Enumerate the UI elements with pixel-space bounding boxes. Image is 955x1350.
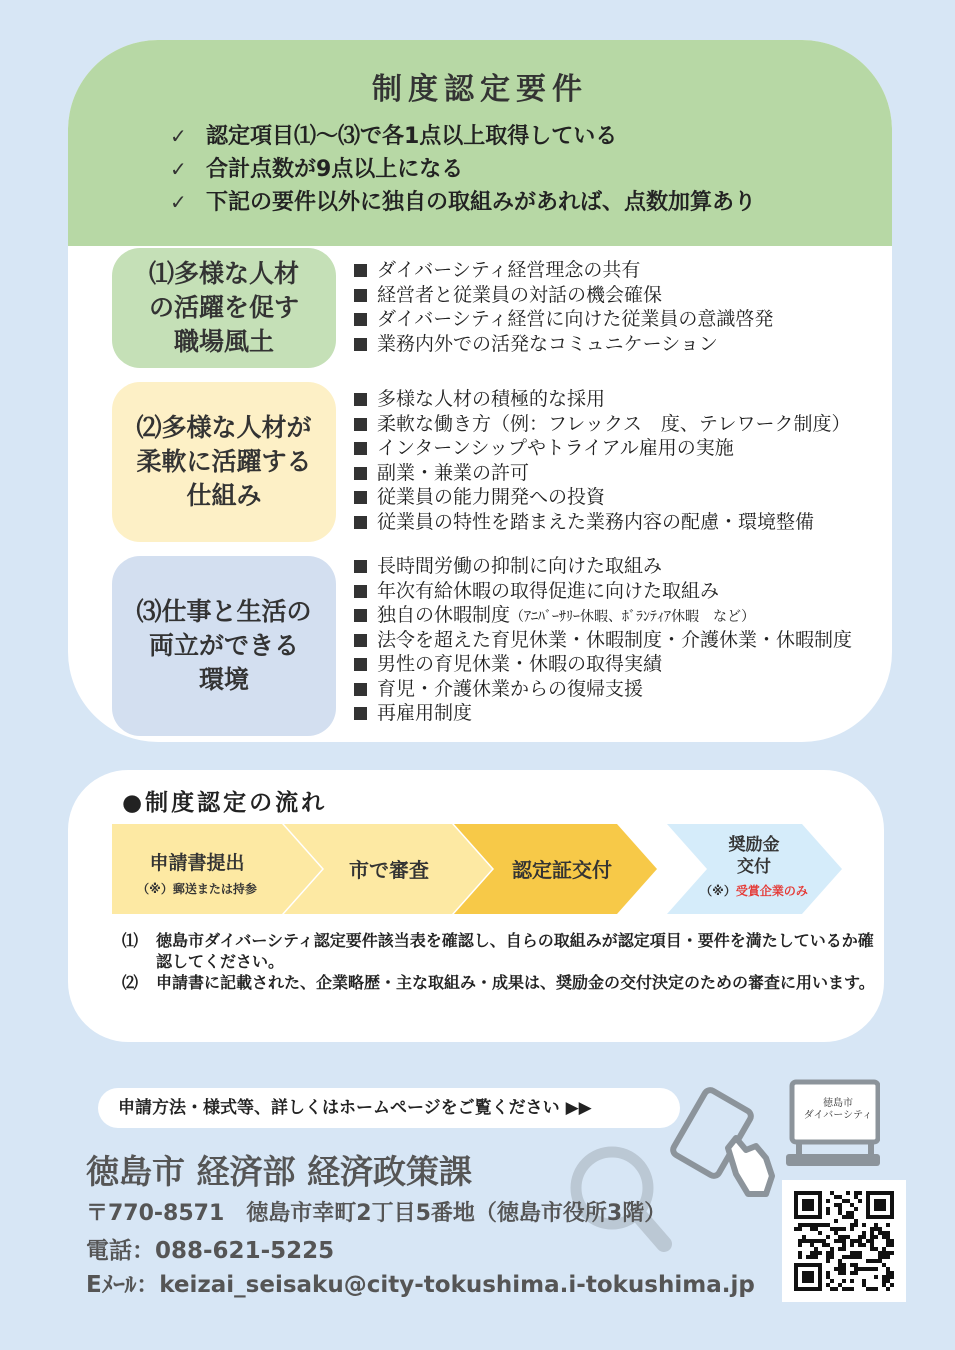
requirements-checklist: [170, 120, 756, 219]
square-bullet-icon: [354, 264, 367, 277]
monitor-icon: [786, 1082, 880, 1166]
list-item: ダイバーシティ経営理念の共有: [354, 258, 773, 283]
square-bullet-icon: [354, 560, 367, 573]
flow-notes: [122, 930, 876, 993]
flow-step-1-label: 申請書提出: [149, 852, 245, 874]
square-bullet-icon: [354, 634, 367, 647]
square-bullet-icon: [354, 609, 367, 622]
square-bullet-icon: [354, 313, 367, 326]
address: 〒770-8571 徳島市幸町2丁目5番地（徳島市役所3階）: [86, 1201, 667, 1226]
list-item: 男性の育児休業・休暇の取得実績: [354, 652, 852, 677]
square-bullet-icon: [354, 658, 367, 671]
category-1-items: [354, 258, 773, 356]
requirements-card: [68, 40, 892, 742]
flow-title: ●制度認定の流れ: [122, 790, 328, 816]
category-3-label: ⑶仕事と生活の 両立ができる 環境: [112, 556, 336, 736]
list-item: 再雇用制度: [354, 701, 852, 726]
flow-card: [68, 770, 884, 1042]
check-icon: ✓: [170, 157, 187, 181]
square-bullet-icon: [354, 289, 367, 302]
department-name: 徳島市 経済部 経済政策課: [86, 1152, 472, 1191]
square-bullet-icon: [354, 338, 367, 351]
square-bullet-icon: [354, 393, 367, 406]
list-item: 従業員の能力開発への投資: [354, 485, 850, 510]
list-item: 年次有給休暇の取得促進に向けた取組み: [354, 579, 852, 604]
square-bullet-icon: [354, 442, 367, 455]
list-item: 経営者と従業員の対話の機会確保: [354, 283, 773, 308]
qr-code[interactable]: [782, 1180, 906, 1302]
check-icon: ✓: [170, 124, 187, 148]
square-bullet-icon: [354, 683, 367, 696]
flow-step-1-note: （※）郵送または持参: [137, 882, 257, 896]
list-item: インターンシップやトライアル雇用の実施: [354, 436, 850, 461]
note-item: ⑴ 徳島市ダイバーシティ認定要件該当表を確認し、自らの取組みが認定項目・要件を満たしているか確認してください。: [122, 931, 874, 971]
list-item: 法令を超えた育児休業・休暇制度・介護休業・休暇制度: [354, 628, 852, 653]
homepage-note: 申請方法・様式等、詳しくはホームページをご覧ください ▶▶: [98, 1088, 680, 1128]
flow-step-4-label: 奨励金 交付: [728, 835, 780, 877]
requirements-title: 制度認定要件: [372, 72, 588, 107]
square-bullet-icon: [354, 707, 367, 720]
list-item: 多様な人材の積極的な採用: [354, 387, 850, 412]
check-icon: ✓: [170, 190, 187, 214]
check-item: ✓ 認定項目⑴～⑶で各1点以上取得している: [170, 120, 756, 153]
list-item: 独自の休暇制度（ｱﾆﾊﾞｰｻﾘｰ休暇、ﾎﾞﾗﾝﾃｨｱ休暇 など）: [354, 603, 852, 628]
monitor-text: 徳島市 ダイバーシティ: [803, 1098, 873, 1121]
flow-step-2-label: 市で審査: [349, 858, 429, 882]
category-2-items: [354, 387, 850, 534]
square-bullet-icon: [354, 418, 367, 431]
list-item: 柔軟な働き方（例：フレックス 度、テレワーク制度）: [354, 412, 850, 437]
category-1-label: ⑴多様な人材 の活躍を促す 職場風土: [112, 248, 336, 368]
category-2-label: ⑵多様な人材が 柔軟に活躍する 仕組み: [112, 382, 336, 542]
list-item: 業務内外での活発なコミュニケーション: [354, 332, 773, 357]
list-item: ダイバーシティ経営に向けた従業員の意識啓発: [354, 307, 773, 332]
square-bullet-icon: [354, 467, 367, 480]
telephone: 電話：088-621-5225: [86, 1238, 335, 1264]
list-item: 育児・介護休業からの復帰支援: [354, 677, 852, 702]
check-item: ✓ 合計点数が9点以上になる: [170, 153, 756, 186]
tablet-hand-icon: [671, 1088, 772, 1194]
list-item: 長時間労働の抑制に向けた取組み: [354, 554, 852, 579]
email-address[interactable]: Eﾒｰﾙ：keizai_seisaku@city-tokushima.i-tokushima.jp: [86, 1272, 755, 1298]
requirements-header: [68, 40, 892, 246]
note-item: ⑵ 申請書に記載された、企業略歴・主な取組み・成果は、奨励金の交付決定のための審査に用います。: [122, 973, 875, 992]
list-item: 副業・兼業の許可: [354, 461, 850, 486]
square-bullet-icon: [354, 585, 367, 598]
check-item: ✓ 下記の要件以外に独自の取組みがあれば、点数加算あり: [170, 186, 756, 219]
list-item: 従業員の特性を踏まえた業務内容の配慮・環境整備: [354, 510, 850, 535]
flow-step-4-note: （※）受賞企業のみ: [700, 884, 808, 898]
category-3-items: [354, 554, 852, 726]
square-bullet-icon: [354, 516, 367, 529]
square-bullet-icon: [354, 491, 367, 504]
qr-pattern: [782, 1180, 906, 1302]
flow-step-3-label: 認定証交付: [512, 858, 612, 882]
